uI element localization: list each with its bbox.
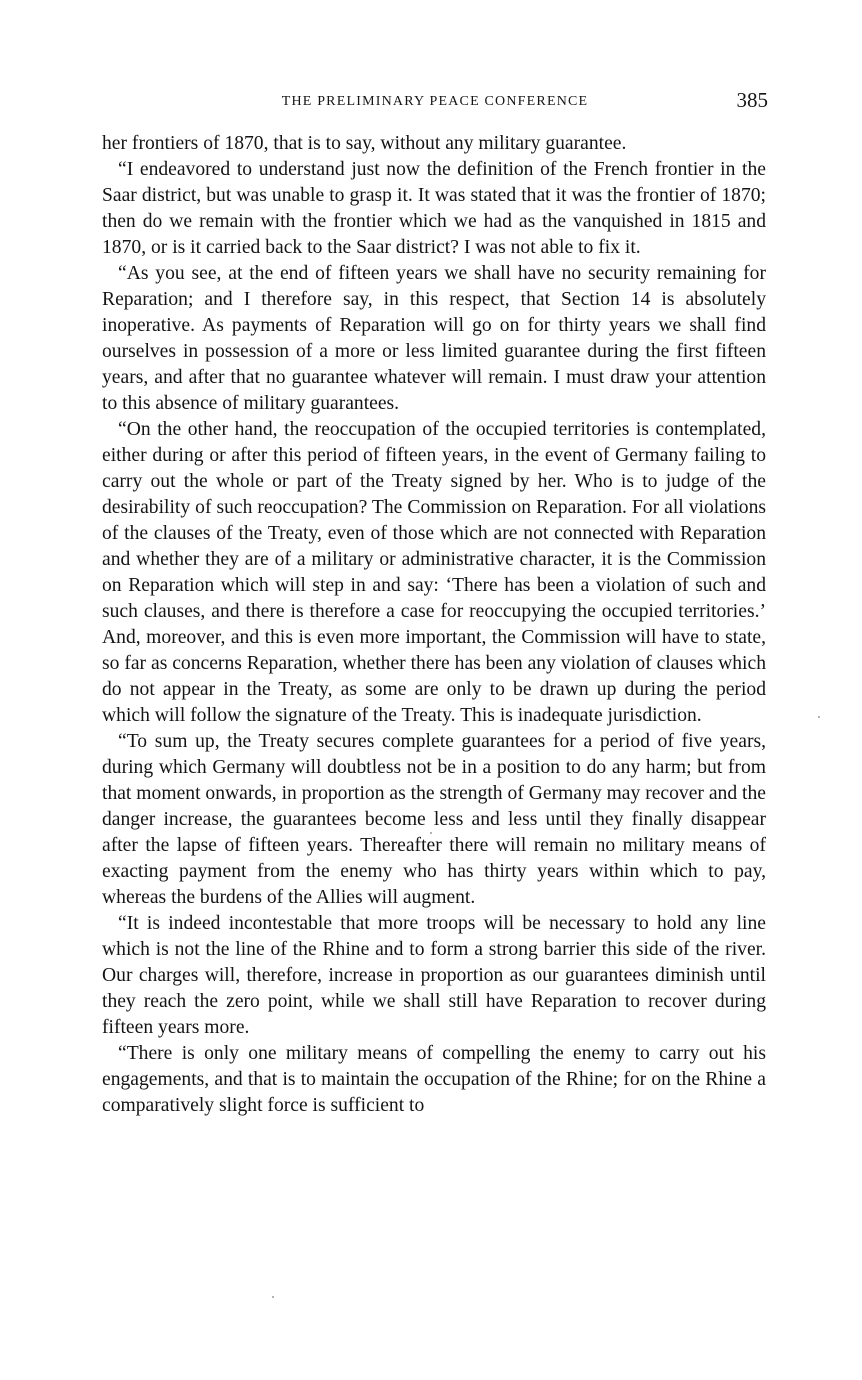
paragraph-military-means: “There is only one military means of compelling the enemy to carry out his engagements, and that is to maintain the occupation of the Rhine; for on the Rhine a comparatively slight force is sufficient to	[102, 1043, 766, 1116]
page-number: 385	[736, 88, 768, 112]
body-text	[102, 131, 766, 1119]
paragraph-troops-rhine: “It is indeed incontestable that more troops will be necessary to hold any line which is not the line of the Rhine and to form a strong barrier this side of the river. Our charges will, therefore, increase in proportion as our guarantees diminish until they reach the zero point, while we shall still have Reparation to recover during fifteen years more.	[102, 913, 766, 1038]
paragraph-sum-up: “To sum up, the Treaty secures complete guarantees for a period of five years, during which Germany will doubtless not be in a position to do any harm; but from that moment onwards, in proportion as the strength of Germany may recover and the danger increase, the guarantees become less and less until they finally disappear after the lapse of fifteen years. Thereafter there will remain no military means of exacting payment from the enemy who has thirty years within which to pay, whereas the burdens of the Allies will augment.	[102, 731, 766, 908]
scan-speck	[818, 716, 820, 718]
scan-speck	[430, 832, 432, 834]
paragraph-reoccupation: “On the other hand, the reoccupation of the occupied territories is contemplated, either during or after this period of fifteen years, in the event of Germany failing to carry out the whole or part of the Treaty signed by her. Who is to judge of the desirability of such reoccupation? The Commission on Reparation. For all violations of the clauses of the Treaty, even of those which are not connected with Reparation and whether they are of a military or administrative character, it is the Commission on Reparation which will step in and say: ‘There has been a violation of such and such clauses, and there is therefore a case for reoccupying the occupied territories.’ And, moreover, and this is even more important, the Commission will have to state, so far as concerns Reparation, whether there has been any violation of clauses which do not appear in the Treaty, as some are only to be drawn up during the period which will follow the signature of the Treaty. This is inadequate jurisdiction.	[102, 419, 766, 726]
scan-speck	[272, 1296, 274, 1298]
running-header	[102, 88, 768, 118]
paragraph-saar-frontier: “I endeavored to understand just now the definition of the French frontier in the Saar district, but was unable to grasp it. It was stated that it was the frontier of 1870; then do we remain with the frontier which we had as the vanquished in 1815 and 1870, or is it carried back to the Saar district? I was not able to fix it.	[102, 159, 766, 258]
paragraph-continuation: her frontiers of 1870, that is to say, without any military guarantee.	[102, 133, 627, 154]
paragraph-reparation-security: “As you see, at the end of fifteen years we shall have no security remaining for Reparation; and I therefore say, in this respect, that Section 14 is absolutely inoperative. As payments of Reparation will go on for thirty years we shall find ourselves in possession of a more or less limited guarantee during the first fifteen years, and after that no guarantee whatever will remain. I must draw your attention to this absence of military guarantees.	[102, 263, 766, 414]
running-title: THE PRELIMINARY PEACE CONFERENCE	[281, 94, 589, 109]
